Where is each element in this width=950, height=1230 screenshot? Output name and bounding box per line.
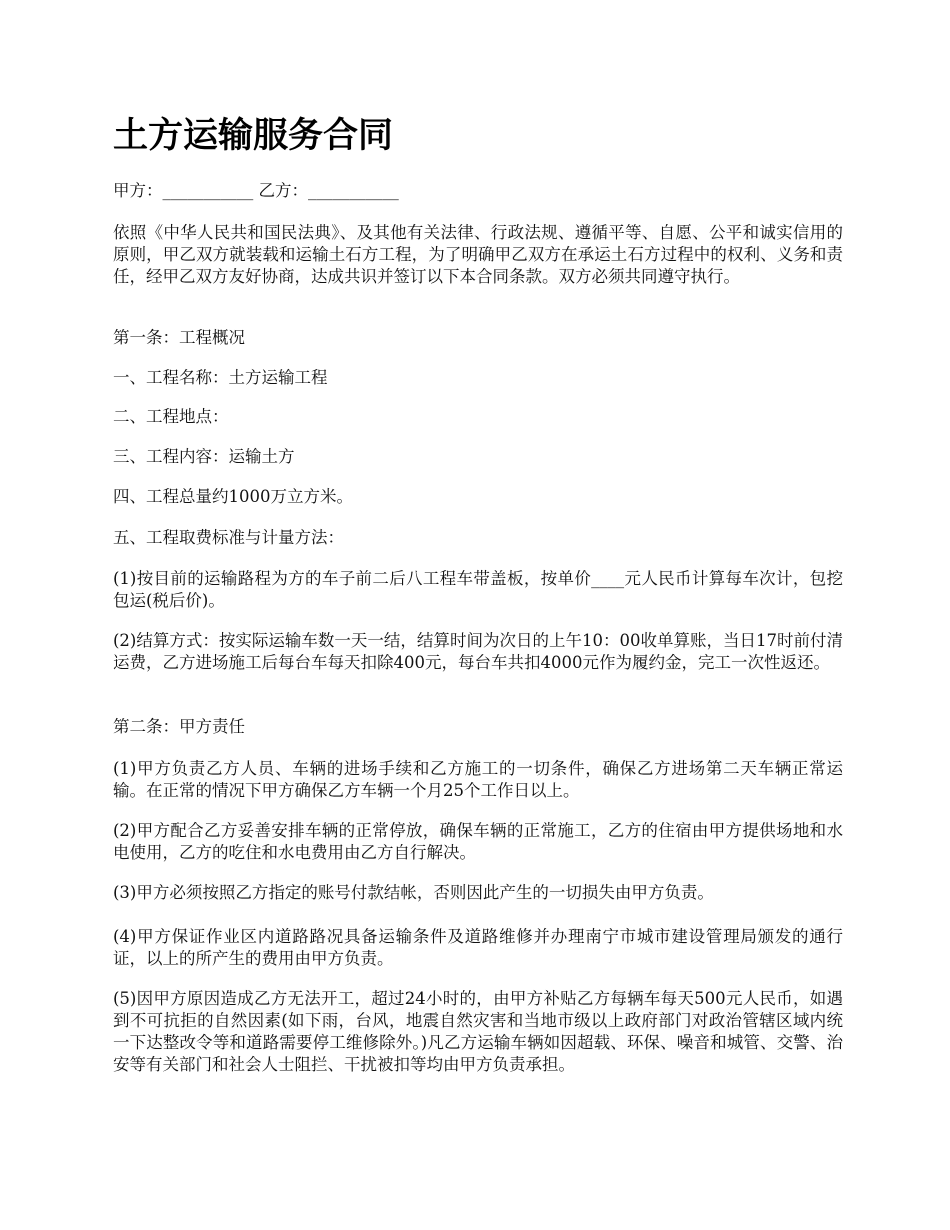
party-a-clause-2: (2)甲方配合乙方妥善安排车辆的正常停放，确保车辆的正常施工，乙方的住宿由甲方提供场地和水电使用，乙方的吃住和水电费用由乙方自行解决。 (113, 821, 843, 862)
fee-clause-2: (2)结算方式：按实际运输车数一天一结，结算时间为次日的上午10：00收单算账，当日17时前付清运费，乙方进场施工后每台车每天扣除400元，每台车共扣4000元作为履约金，完工一次性返还。 (113, 631, 843, 672)
fee-clause-1: (1)按目前的运输路程为方的车子前二后八工程车带盖板，按单价____元人民币计算每车次计，包挖包运(税后价)。 (113, 569, 843, 610)
party-a-clause-4: (4)甲方保证作业区内道路路况具备运输条件及道路维修并办理南宁市城市建设管理局颁发的通行证，以上的所产生的费用由甲方负责。 (113, 927, 843, 968)
party-line: 甲方：___________ 乙方：___________ (113, 181, 399, 200)
party-a-clause-5: (5)因甲方原因造成乙方无法开工，超过24小时的，由甲方补贴乙方每辆车每天500元人民币，如遇到不可抗拒的自然因素(如下雨，台风，地震自然灾害和当地市级以上政府部门对政治管辖区域内统一下达整改令等和道路需要停工维修除外。)凡乙方运输车辆如因超载、环保、噪音和城管、交警、治安等有关部门和社会人士阻拦、干扰被扣等均由甲方负责承担。 (113, 989, 843, 1074)
party-a-clause-1: (1)甲方负责乙方人员、车辆的进场手续和乙方施工的一切条件，确保乙方进场第二天车辆正常运输。在正常的情况下甲方确保乙方车辆一个月25个工作日以上。 (113, 759, 843, 800)
project-content-item: 三、工程内容：运输土方 (113, 447, 295, 466)
party-a-clause-3: (3)甲方必须按照乙方指定的账号付款结帐，否则因此产生的一切损失由甲方负责。 (113, 883, 714, 902)
page-title: 土方运输服务合同 (113, 115, 394, 156)
fee-standard-item: 五、工程取费标准与计量方法： (113, 528, 344, 547)
project-name-item: 一、工程名称：土方运输工程 (113, 368, 328, 387)
preamble-paragraph: 依照《中华人民共和国民法典》、及其他有关法律、行政法规、遵循平等、自愿、公平和诚实信用的原则，甲乙双方就装载和运输土石方工程，为了明确甲乙双方在承运土石方过程中的权利、义务和责任，经甲乙双方友好协商，达成共识并签订以下本合同条款。双方必须共同遵守执行。 (113, 223, 843, 286)
article-1-heading: 第一条：工程概况 (113, 328, 245, 347)
project-volume-item: 四、工程总量约1000万立方米。 (113, 487, 353, 506)
article-2-heading: 第二条：甲方责任 (113, 717, 245, 736)
project-location-item: 二、工程地点： (113, 407, 229, 426)
